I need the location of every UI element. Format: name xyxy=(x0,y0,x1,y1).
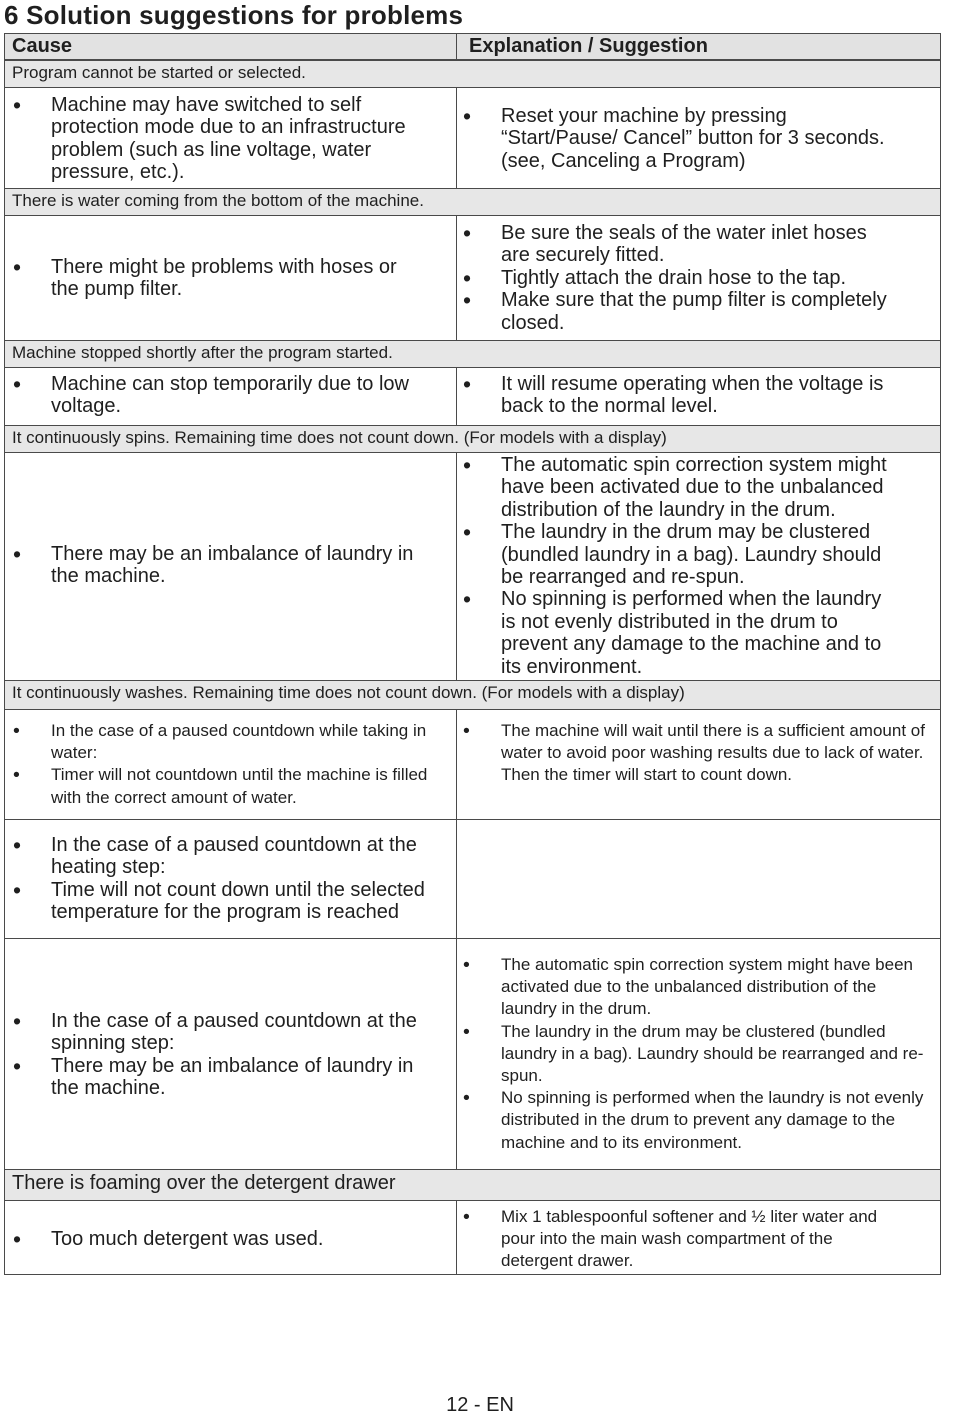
header-cause: Cause xyxy=(12,35,73,57)
table-header xyxy=(5,34,940,60)
list-item: • The machine will wait until there is a sufficient amount of water to avoid poor washing results due to lack of water. Then the timer will start to count down. xyxy=(459,720,929,787)
list-item: • Mix 1 tablespoonful softener and ½ liter water and pour into the main wash compartment of the detergent drawer. xyxy=(459,1206,899,1273)
row-divider xyxy=(5,938,940,939)
list-item: • There may be an imbalance of laundry in the machine. xyxy=(9,1055,439,1100)
column-divider xyxy=(456,710,457,1169)
list-item: • No spinning is performed when the laundry is not evenly distributed in the drum to prevent any damage to the machine and to its environment. xyxy=(459,588,899,678)
list-item: • Reset your machine by pressing “Start/Pause/ Cancel” button for 3 seconds. (see, Canceling a Program) xyxy=(459,105,899,172)
list-item: • In the case of a paused countdown at the heating step: xyxy=(9,834,454,879)
list-item: • The laundry in the drum may be clustered (bundled laundry in a bag). Laundry should be rearranged and re-spun. xyxy=(459,521,899,588)
condition-text: There is foaming over the detergent drawer xyxy=(12,1172,396,1194)
page-number: 12 - EN xyxy=(446,1394,514,1416)
cause-list xyxy=(9,256,419,301)
column-divider xyxy=(456,34,457,60)
row-divider xyxy=(5,819,940,820)
list-item: • The automatic spin correction system might have been activated due to the unbalanced distribution of the laundry in the drum. xyxy=(459,454,899,521)
column-divider xyxy=(456,88,457,188)
column-divider xyxy=(456,368,457,425)
cause-list xyxy=(9,1228,419,1250)
list-item: • Be sure the seals of the water inlet hoses are securely fitted. xyxy=(459,222,899,267)
condition-text: Machine stopped shortly after the program started. xyxy=(12,343,393,362)
list-item: • There might be problems with hoses or the pump filter. xyxy=(9,256,419,301)
condition-row xyxy=(5,188,940,216)
page-title: 6 Solution suggestions for problems xyxy=(4,0,464,30)
list-item: • In the case of a paused countdown at the spinning step: xyxy=(9,1010,439,1055)
list-item: • Timer will not countdown until the machine is filled with the correct amount of water. xyxy=(9,764,454,808)
list-item: • The laundry in the drum may be clustered (bundled laundry in a bag). Laundry should be rearranged and re-spun. xyxy=(459,1021,934,1088)
suggestion-list xyxy=(459,454,899,678)
condition-text: It continuously spins. Remaining time does not count down. (For models with a display) xyxy=(12,428,667,447)
list-item: • Too much detergent was used. xyxy=(9,1228,419,1250)
list-item: • It will resume operating when the voltage is back to the normal level. xyxy=(459,373,899,418)
list-item: • Make sure that the pump filter is completely closed. xyxy=(459,289,899,334)
suggestion-list xyxy=(459,1206,899,1273)
suggestion-list xyxy=(459,222,899,334)
list-item: • No spinning is performed when the laundry is not evenly distributed in the drum to prevent any damage to the machine and to its environment. xyxy=(459,1087,934,1154)
list-item: • There may be an imbalance of laundry in the machine. xyxy=(9,543,419,588)
cause-list xyxy=(9,543,419,588)
cause-list xyxy=(9,94,419,184)
condition-row xyxy=(5,340,940,368)
condition-row xyxy=(5,425,940,453)
cause-list xyxy=(9,720,454,809)
suggestion-list xyxy=(459,954,934,1154)
suggestion-list xyxy=(459,373,899,418)
cause-list xyxy=(9,834,454,924)
list-item: • In the case of a paused countdown while taking in water: xyxy=(9,720,454,764)
list-item: • The automatic spin correction system might have been activated due to the unbalanced distribution of the laundry in the drum. xyxy=(459,954,934,1021)
cause-list xyxy=(9,373,419,418)
condition-text: There is water coming from the bottom of the machine. xyxy=(12,191,424,210)
cause-list xyxy=(9,1010,439,1100)
condition-text: It continuously washes. Remaining time does not count down. (For models with a display) xyxy=(12,683,685,702)
list-item: • Time will not count down until the selected temperature for the program is reached xyxy=(9,879,454,924)
column-divider xyxy=(456,216,457,340)
troubleshooting-table xyxy=(4,33,941,1275)
list-item: • Machine can stop temporarily due to low voltage. xyxy=(9,373,419,418)
suggestion-list xyxy=(459,105,899,172)
header-explanation: Explanation / Suggestion xyxy=(469,35,708,57)
list-item: • Machine may have switched to self protection mode due to an infrastructure problem (such as line voltage, water pressure, etc.). xyxy=(9,94,419,184)
condition-row xyxy=(5,1169,940,1201)
condition-row xyxy=(5,60,940,88)
column-divider xyxy=(456,453,457,680)
column-divider xyxy=(456,1201,457,1274)
condition-row xyxy=(5,680,940,710)
list-item: • Tightly attach the drain hose to the tap. xyxy=(459,267,899,289)
condition-text: Program cannot be started or selected. xyxy=(12,63,306,82)
suggestion-list xyxy=(459,720,929,787)
